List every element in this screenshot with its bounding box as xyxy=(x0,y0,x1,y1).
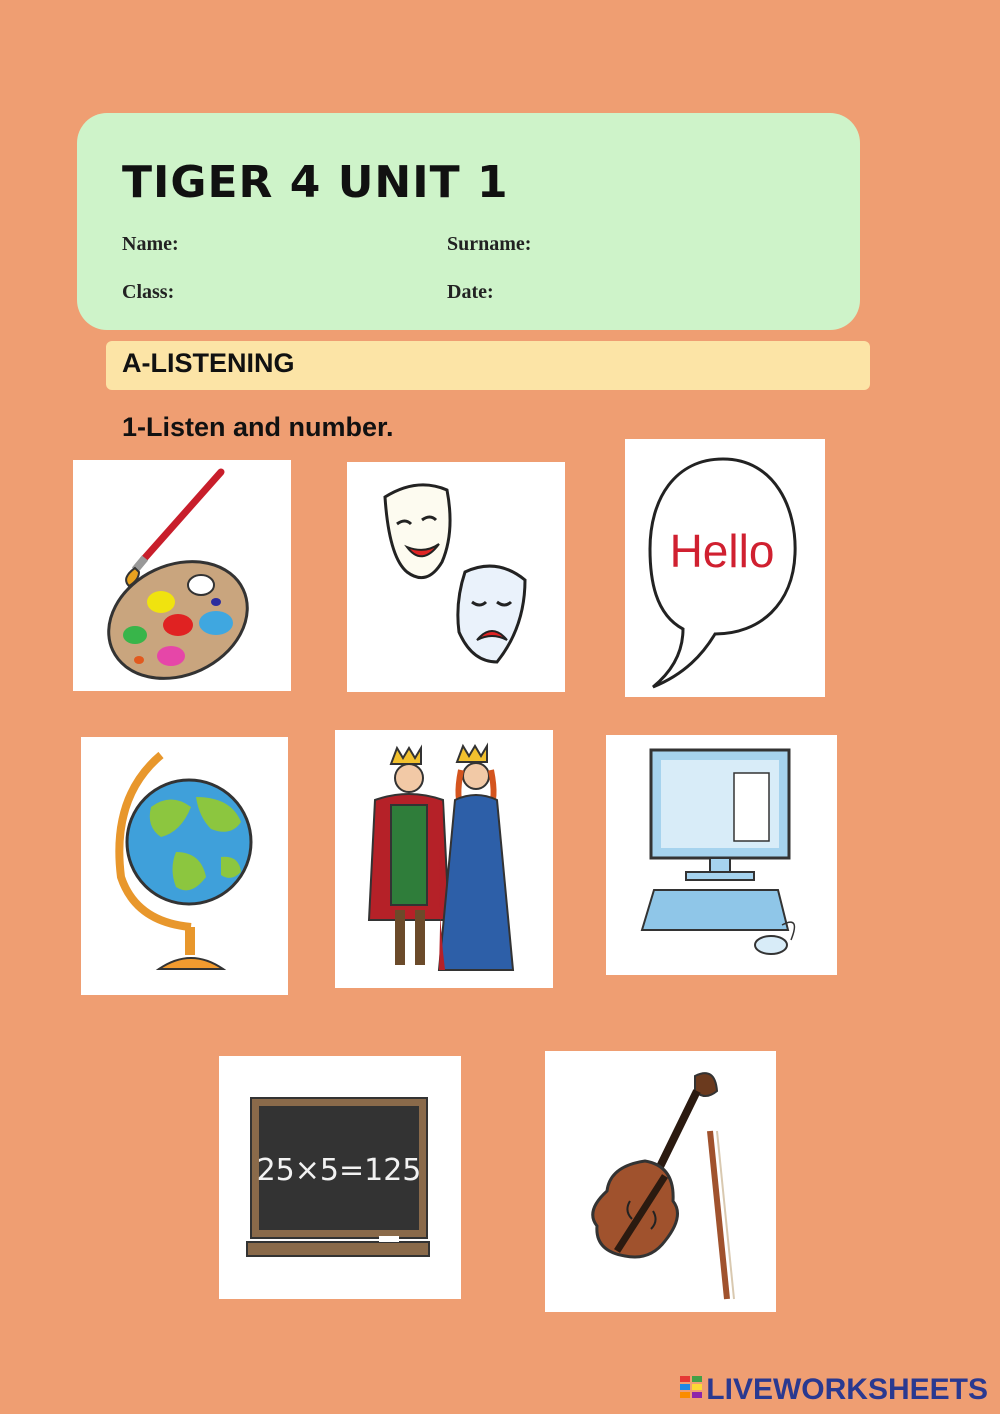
liveworksheets-logo-icon xyxy=(680,1376,702,1404)
computer-icon xyxy=(606,735,837,975)
picture-card-violin[interactable] xyxy=(545,1051,776,1312)
king-and-queen-icon xyxy=(335,730,553,988)
paint-palette-icon xyxy=(73,460,291,691)
date-label: Date: xyxy=(447,281,494,303)
class-label: Class: xyxy=(122,281,175,303)
speech-bubble-icon xyxy=(625,439,825,697)
worksheet-title: TIGER 4 UNIT 1 xyxy=(122,157,509,208)
chalkboard-text: 25×5=125 xyxy=(256,1153,422,1188)
picture-card-chalkboard[interactable] xyxy=(219,1056,461,1299)
violin-icon xyxy=(545,1051,776,1312)
picture-card-royals[interactable] xyxy=(335,730,553,988)
liveworksheets-brand: LIVEWORKSHEETS xyxy=(706,1373,988,1406)
header-box xyxy=(77,113,860,330)
exercise-instruction: 1-Listen and number. xyxy=(122,412,394,442)
picture-card-masks[interactable] xyxy=(347,462,565,692)
picture-card-globe[interactable] xyxy=(81,737,288,995)
section-title: A-LISTENING xyxy=(122,348,295,378)
chalkboard-icon xyxy=(219,1056,461,1299)
surname-label: Surname: xyxy=(447,233,532,255)
picture-card-palette[interactable] xyxy=(73,460,291,691)
name-label: Name: xyxy=(122,233,179,255)
liveworksheets-logo[interactable] xyxy=(680,1372,988,1408)
theatre-masks-icon xyxy=(347,462,565,692)
globe-icon xyxy=(81,737,288,995)
hello-text: Hello xyxy=(669,525,775,577)
section-bar xyxy=(106,341,870,390)
picture-card-computer[interactable] xyxy=(606,735,837,975)
picture-card-hello[interactable] xyxy=(625,439,825,697)
